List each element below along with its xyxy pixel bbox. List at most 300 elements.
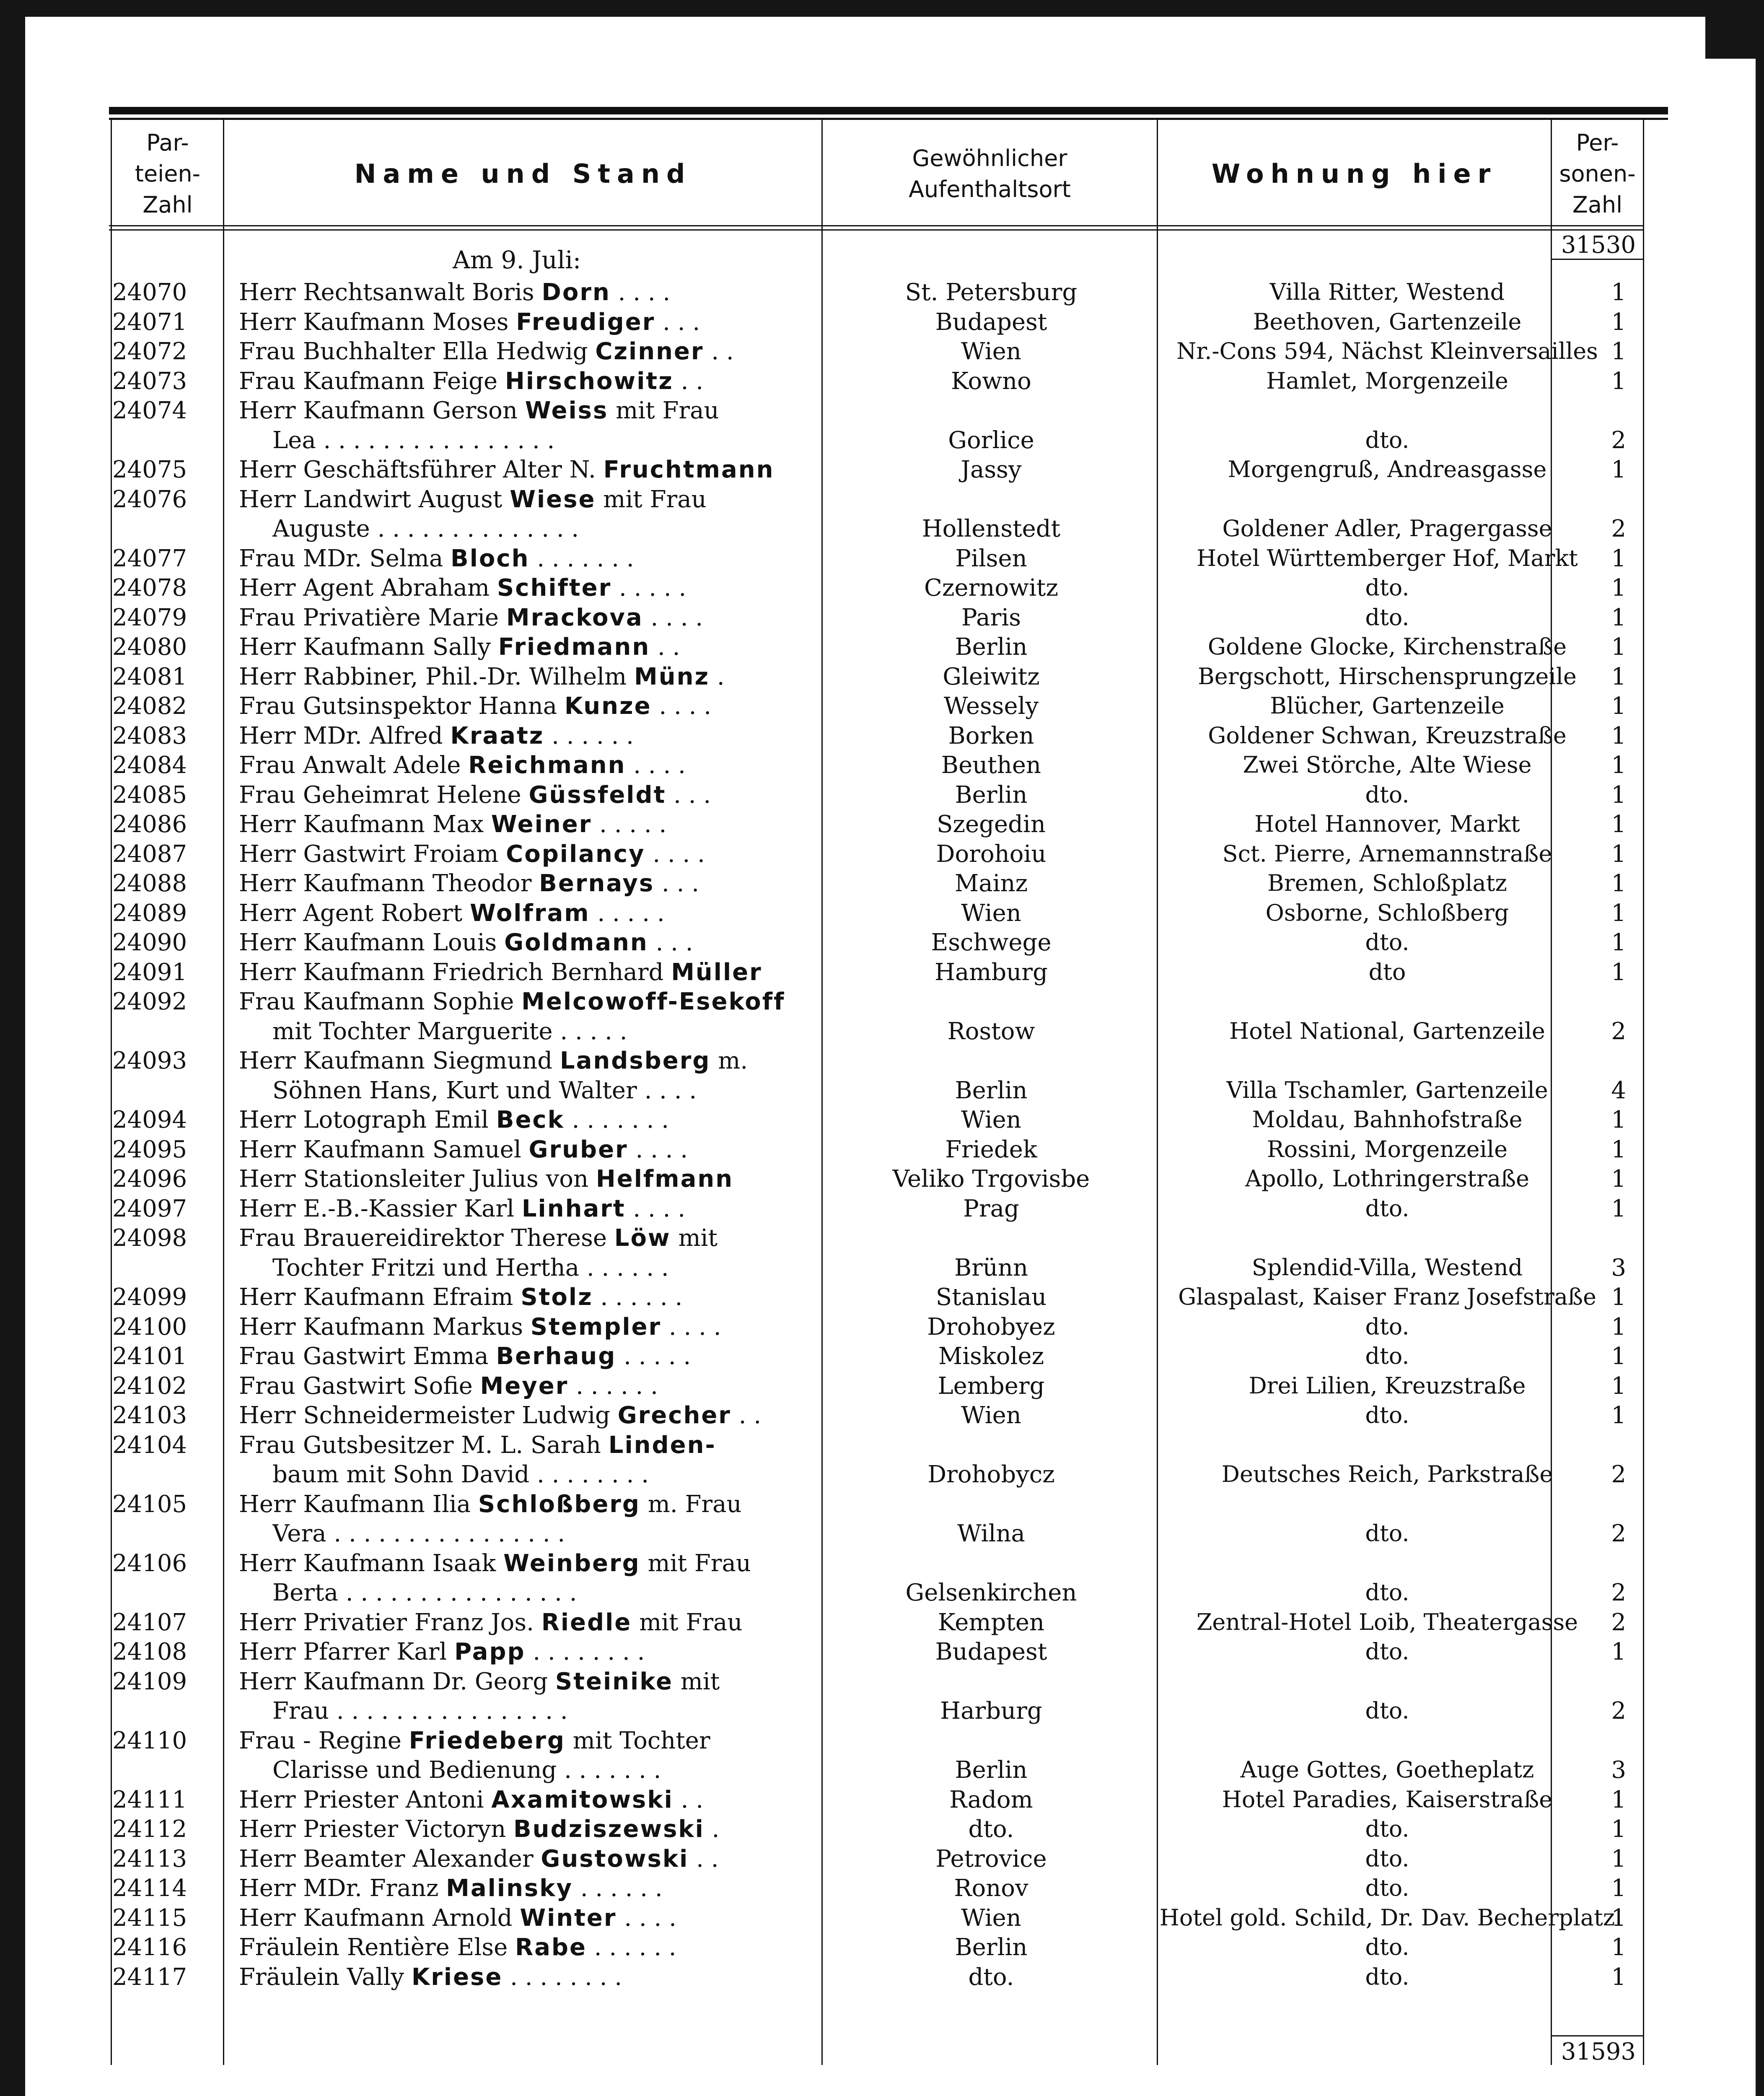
party-number: 24083	[112, 722, 187, 750]
name-prefix: Herr Kaufmann Louis	[239, 929, 505, 956]
name-suffix: mit	[671, 1224, 718, 1252]
name-prefix: Frau Gastwirt Emma	[239, 1343, 496, 1370]
table-row	[109, 368, 1643, 397]
name-and-status	[239, 1727, 914, 1754]
person-count: 2	[1611, 1520, 1626, 1547]
person-count: 1	[1611, 1638, 1626, 1665]
local-address: dto.	[1365, 1343, 1409, 1369]
name-suffix: . . . .	[661, 1313, 721, 1341]
usual-residence: Hollenstedt	[922, 515, 1061, 542]
surname: Schloßberg	[478, 1490, 640, 1518]
table-row	[109, 1224, 1643, 1284]
party-number: 24093	[112, 1047, 187, 1074]
name-and-status	[239, 1372, 914, 1400]
final-total: 31593	[1561, 2038, 1636, 2065]
local-address: Hamlet, Morgenzeile	[1266, 367, 1508, 394]
name-prefix: Fräulein Rentière Else	[239, 1934, 515, 1961]
local-address: dto.	[1365, 1313, 1409, 1340]
name-prefix: Herr Priester Antoni	[239, 1786, 492, 1813]
local-address: Hotel Hannover, Markt	[1254, 811, 1520, 837]
table-row	[109, 1904, 1643, 1934]
surname: Beck	[496, 1106, 565, 1134]
table-row	[109, 1727, 1643, 1786]
party-number: 24101	[112, 1343, 187, 1370]
local-address: Goldener Schwan, Kreuzstraße	[1208, 722, 1567, 749]
party-number: 24106	[112, 1549, 187, 1577]
usual-residence: Lemberg	[938, 1372, 1045, 1400]
name-suffix: . . . . .	[611, 574, 686, 602]
name-and-status	[239, 456, 914, 483]
party-number: 24082	[112, 693, 187, 720]
name-suffix: . . .	[666, 781, 711, 809]
surname: Wiese	[510, 485, 596, 513]
name-prefix: Herr Priester Victoryn	[239, 1816, 513, 1843]
local-address: Glaspalast, Kaiser Franz Josefstraße	[1178, 1284, 1596, 1310]
local-address: Drei Lilien, Kreuzstraße	[1249, 1372, 1526, 1399]
table-row	[109, 1372, 1643, 1402]
usual-residence: Gorlice	[948, 426, 1034, 454]
surname: Fruchtmann	[603, 456, 775, 483]
name-and-status	[239, 1786, 914, 1813]
surname: Löw	[614, 1224, 671, 1252]
name-prefix: Herr Kaufmann Max	[239, 811, 491, 838]
person-count: 1	[1611, 633, 1626, 661]
usual-residence: Miskolez	[938, 1343, 1044, 1370]
person-count: 1	[1611, 1904, 1626, 1932]
surname: Kriese	[411, 1963, 503, 1991]
name-suffix: . .	[704, 338, 734, 365]
name-and-status	[239, 811, 914, 838]
usual-residence: Czernowitz	[924, 574, 1058, 602]
name-suffix: . . . . .	[592, 811, 667, 838]
person-count: 1	[1611, 752, 1626, 779]
name-prefix: Herr Rabbiner, Phil.-Dr. Wilhelm	[239, 663, 635, 690]
name-and-status	[239, 574, 914, 602]
name-suffix: mit Frau	[640, 1549, 751, 1577]
surname: Linden-	[608, 1431, 716, 1459]
surname: Bernays	[539, 870, 655, 897]
surname: Rabe	[515, 1934, 587, 1961]
table-row	[109, 397, 1643, 456]
surname: Melcowoff-Esekoff	[521, 988, 785, 1015]
person-count: 1	[1611, 1165, 1626, 1193]
name-prefix: Frau Kaufmann Sophie	[239, 988, 522, 1015]
party-number: 24112	[112, 1816, 187, 1843]
party-number: 24079	[112, 604, 187, 631]
person-count: 2	[1611, 1608, 1626, 1636]
surname: Czinner	[595, 338, 704, 365]
name-continuation: mit Tochter Marguerite . . . . .	[272, 1017, 627, 1045]
table-row	[109, 1136, 1643, 1166]
usual-residence: Gelsenkirchen	[905, 1579, 1077, 1606]
usual-residence: Berlin	[955, 1934, 1028, 1961]
name-prefix: Frau Buchhalter Ella Hedwig	[239, 338, 596, 365]
person-count: 1	[1611, 279, 1626, 306]
name-prefix: Herr Kaufmann Sally	[239, 633, 498, 661]
local-address: Deutsches Reich, Parkstraße	[1221, 1461, 1553, 1487]
table-row	[109, 456, 1643, 486]
party-number: 24117	[112, 1963, 187, 1991]
party-number: 24084	[112, 752, 187, 779]
person-count: 1	[1611, 870, 1626, 897]
usual-residence: Wien	[961, 1402, 1021, 1429]
person-count: 1	[1611, 1106, 1626, 1134]
party-number: 24100	[112, 1313, 187, 1341]
name-and-status	[239, 1402, 914, 1429]
usual-residence: Veliko Trgovisbe	[892, 1165, 1090, 1193]
local-address: dto.	[1365, 1195, 1409, 1222]
usual-residence: Wien	[961, 338, 1021, 365]
name-suffix: . . . . . .	[544, 722, 634, 750]
name-and-status	[239, 693, 914, 720]
name-prefix: Frau Geheimrat Helene	[239, 781, 529, 809]
name-and-status	[239, 1609, 914, 1636]
surname: Münz	[634, 663, 710, 690]
name-prefix: Frau Gutsbesitzer M. L. Sarah	[239, 1431, 609, 1459]
table-row	[109, 663, 1643, 693]
person-count: 1	[1611, 338, 1626, 365]
surname: Riedle	[541, 1608, 632, 1636]
party-number: 24096	[112, 1165, 187, 1193]
name-suffix: . . . . . . . .	[525, 1638, 645, 1665]
name-prefix: Herr Rechtsanwalt Boris	[239, 279, 542, 306]
person-count: 1	[1611, 722, 1626, 750]
local-address: dto.	[1365, 1816, 1409, 1842]
usual-residence: Wien	[961, 899, 1021, 927]
person-count: 3	[1611, 1756, 1626, 1784]
party-number: 24092	[112, 988, 187, 1015]
name-prefix: Herr Kaufmann Isaak	[239, 1549, 504, 1577]
name-prefix: Frau Anwalt Adele	[239, 752, 469, 779]
name-and-status	[239, 1284, 914, 1311]
party-number: 24085	[112, 781, 187, 809]
usual-residence: Wien	[961, 1904, 1021, 1932]
table-row	[109, 870, 1643, 900]
name-prefix: Herr Agent Abraham	[239, 574, 497, 602]
person-count: 2	[1611, 1697, 1626, 1725]
name-suffix: . . . . . .	[573, 1875, 663, 1902]
party-number: 24088	[112, 870, 187, 897]
name-suffix: mit Frau	[608, 397, 719, 424]
usual-residence: Prag	[963, 1195, 1019, 1222]
name-and-status	[239, 1550, 914, 1577]
table-row	[109, 811, 1643, 840]
usual-residence: Kowno	[951, 367, 1031, 395]
surname: Copilancy	[506, 840, 645, 868]
name-suffix: mit	[673, 1668, 720, 1695]
local-address: Zwei Störche, Alte Wiese	[1243, 752, 1532, 778]
person-count: 2	[1611, 1579, 1626, 1606]
surname: Müller	[671, 958, 762, 986]
surname: Weinberg	[503, 1549, 640, 1577]
party-number: 24090	[112, 929, 187, 956]
carry-over-total: 31530	[1561, 231, 1636, 259]
table-row	[109, 1284, 1643, 1313]
surname: Dorn	[541, 279, 611, 306]
table-row	[109, 1550, 1643, 1609]
usual-residence: Paris	[961, 604, 1021, 631]
name-prefix: Herr Stationsleiter Julius von	[239, 1165, 596, 1193]
name-continuation: Söhnen Hans, Kurt und Walter . . . .	[272, 1077, 697, 1104]
name-and-status	[239, 397, 914, 424]
name-suffix: mit Tochter	[565, 1727, 710, 1754]
name-prefix: Herr Kaufmann Moses	[239, 308, 516, 336]
name-and-status	[239, 1432, 914, 1459]
name-and-status	[239, 368, 914, 395]
name-prefix: Herr Schneidermeister Ludwig	[239, 1402, 618, 1429]
name-prefix: Herr Kaufmann Samuel	[239, 1136, 529, 1163]
party-number: 24076	[112, 485, 187, 513]
person-count: 1	[1611, 693, 1626, 720]
name-prefix: Herr Lotograph Emil	[239, 1106, 496, 1134]
usual-residence: dto.	[968, 1963, 1014, 1991]
name-prefix: Herr Kaufmann Dr. Georg	[239, 1668, 555, 1695]
surname: Berhaug	[496, 1343, 616, 1370]
name-prefix: Frau Gastwirt Sofie	[239, 1372, 480, 1400]
usual-residence: Brünn	[954, 1254, 1028, 1281]
name-suffix: . . . . .	[616, 1343, 691, 1370]
party-number: 24107	[112, 1608, 187, 1636]
person-count: 1	[1611, 1963, 1626, 1991]
party-number: 24072	[112, 338, 187, 365]
local-address: dto.	[1365, 1520, 1409, 1546]
table-row	[109, 693, 1643, 722]
usual-residence: Berlin	[955, 1077, 1028, 1104]
name-and-status	[239, 604, 914, 631]
name-and-status	[239, 1668, 914, 1695]
person-count: 1	[1611, 1845, 1626, 1873]
party-number: 24108	[112, 1638, 187, 1665]
local-address: Bremen, Schloßplatz	[1267, 870, 1507, 896]
name-continuation: Tochter Fritzi und Hertha . . . . . .	[272, 1254, 669, 1281]
name-suffix: . . . . . . . .	[503, 1963, 622, 1991]
person-count: 1	[1611, 1313, 1626, 1341]
table-row	[109, 900, 1643, 929]
party-number: 24087	[112, 840, 187, 868]
register-table	[109, 107, 1668, 2096]
name-suffix: . .	[689, 1845, 719, 1873]
total-rule	[1552, 2035, 1643, 2036]
local-address: Rossini, Morgenzeile	[1267, 1136, 1508, 1162]
name-and-status	[239, 309, 914, 336]
surname: Kunze	[564, 693, 652, 720]
name-suffix: . . . . . . .	[529, 545, 634, 572]
usual-residence: Jassy	[961, 456, 1022, 483]
usual-residence: Rostow	[947, 1017, 1035, 1045]
local-address: Villa Ritter, Westend	[1269, 279, 1505, 305]
table-row	[109, 1343, 1643, 1372]
person-count: 1	[1611, 1136, 1626, 1163]
name-prefix: Herr Agent Robert	[239, 899, 470, 927]
top-rule	[109, 107, 1668, 114]
usual-residence: Beuthen	[941, 752, 1041, 779]
person-count: 4	[1611, 1077, 1626, 1104]
local-address: Villa Tschamler, Gartenzeile	[1226, 1077, 1548, 1103]
table-row	[109, 959, 1643, 988]
table-row	[109, 1875, 1643, 1904]
person-count: 1	[1611, 1343, 1626, 1370]
party-number: 24102	[112, 1372, 187, 1400]
local-address: dto.	[1365, 1963, 1409, 1990]
name-and-status	[239, 1313, 914, 1341]
name-suffix: . . .	[648, 929, 693, 956]
name-and-status	[239, 1638, 914, 1665]
header-rule	[109, 229, 1643, 231]
table-row	[109, 486, 1643, 545]
party-number: 24099	[112, 1284, 187, 1311]
name-suffix: . .	[650, 633, 680, 661]
local-address: dto.	[1365, 1697, 1409, 1724]
header-name-und-stand: Name und Stand	[354, 158, 692, 189]
usual-residence: Petrovice	[935, 1845, 1047, 1873]
name-suffix: . . .	[655, 308, 700, 336]
person-count: 2	[1611, 1461, 1626, 1488]
person-count: 2	[1611, 1017, 1626, 1045]
local-address: Apollo, Lothringerstraße	[1245, 1165, 1529, 1192]
paper-sheet-edge	[1705, 59, 1756, 2096]
local-address: Auge Gottes, Goetheplatz	[1240, 1756, 1534, 1783]
name-prefix: Herr MDr. Alfred	[239, 722, 451, 750]
table-row	[109, 752, 1643, 781]
local-address: Sct. Pierre, Arnemannstraße	[1222, 840, 1552, 867]
surname: Stolz	[521, 1284, 593, 1311]
party-number: 24089	[112, 899, 187, 927]
name-suffix: mit Frau	[596, 485, 707, 513]
local-address: Morgengruß, Andreasgasse	[1228, 456, 1547, 482]
name-suffix: . . . .	[610, 279, 671, 306]
person-count: 1	[1611, 663, 1626, 690]
person-count: 1	[1611, 1372, 1626, 1400]
usual-residence: Mainz	[954, 870, 1028, 897]
name-and-status	[239, 1047, 914, 1074]
party-number: 24073	[112, 367, 187, 395]
name-prefix: Herr E.-B.-Kassier Karl	[239, 1195, 522, 1222]
person-count: 1	[1611, 308, 1626, 336]
name-prefix: Herr Privatier Franz Jos.	[239, 1608, 541, 1636]
usual-residence: Berlin	[955, 781, 1028, 809]
party-number: 24098	[112, 1224, 187, 1252]
surname: Helfmann	[596, 1165, 734, 1193]
table-row	[109, 1106, 1643, 1136]
person-count: 2	[1611, 426, 1626, 454]
name-prefix: Herr Kaufmann Gerson	[239, 397, 525, 424]
name-prefix: Frau Kaufmann Feige	[239, 367, 505, 395]
party-number: 24104	[112, 1431, 187, 1459]
column-line	[1643, 120, 1644, 2065]
person-count: 1	[1611, 1934, 1626, 1961]
person-count: 1	[1611, 456, 1626, 483]
party-number: 24113	[112, 1845, 187, 1873]
party-number: 24074	[112, 397, 187, 424]
party-number: 24111	[112, 1786, 187, 1813]
header-wohnung-hier: Wohnung hier	[1211, 158, 1497, 189]
surname: Weiss	[525, 397, 609, 424]
name-suffix: . . . .	[625, 1195, 686, 1222]
surname: Landsberg	[560, 1047, 711, 1074]
local-address: Splendid-Villa, Westend	[1251, 1254, 1523, 1281]
usual-residence: Ronov	[954, 1875, 1028, 1902]
person-count: 1	[1611, 811, 1626, 838]
surname: Kraatz	[450, 722, 544, 750]
party-number: 24097	[112, 1195, 187, 1222]
surname: Papp	[454, 1638, 526, 1665]
person-count: 1	[1611, 899, 1626, 927]
name-and-status	[239, 1875, 914, 1902]
party-number: 24078	[112, 574, 187, 602]
name-suffix: .	[710, 663, 725, 690]
usual-residence: St. Petersburg	[905, 279, 1078, 306]
usual-residence: Friedek	[945, 1136, 1037, 1163]
local-address: dto	[1368, 958, 1406, 985]
usual-residence: Wilna	[957, 1520, 1025, 1547]
name-continuation: Vera . . . . . . . . . . . . . . . .	[272, 1520, 565, 1547]
party-number: 24071	[112, 308, 187, 336]
surname: Schifter	[497, 574, 612, 602]
name-and-status	[239, 1224, 914, 1252]
name-continuation: Frau . . . . . . . . . . . . . . . .	[272, 1697, 568, 1725]
local-address: dto.	[1365, 929, 1409, 955]
table-row	[109, 604, 1643, 634]
name-suffix: .	[704, 1816, 720, 1843]
surname: Axamitowski	[491, 1786, 673, 1813]
name-and-status	[239, 1845, 914, 1873]
name-suffix: . . . . . .	[587, 1934, 676, 1961]
surname: Winter	[520, 1904, 617, 1932]
name-and-status	[239, 1106, 914, 1134]
person-count: 1	[1611, 840, 1626, 868]
name-and-status	[239, 338, 914, 365]
usual-residence: Budapest	[935, 1638, 1047, 1665]
person-count: 1	[1611, 367, 1626, 395]
name-and-status	[239, 929, 914, 956]
name-and-status	[239, 1964, 914, 1991]
name-continuation: Auguste . . . . . . . . . . . . . .	[272, 515, 579, 542]
name-continuation: Berta . . . . . . . . . . . . . . . .	[272, 1579, 577, 1606]
name-continuation: Lea . . . . . . . . . . . . . . . .	[272, 426, 555, 454]
name-prefix: Frau - Regine	[239, 1727, 409, 1754]
party-number: 24115	[112, 1904, 187, 1932]
name-and-status	[239, 959, 914, 986]
name-suffix: . . . . .	[590, 899, 665, 927]
table-row	[109, 574, 1643, 604]
local-address: Hotel Paradies, Kaiserstraße	[1222, 1786, 1553, 1813]
local-address: Blücher, Gartenzeile	[1270, 693, 1505, 719]
surname: Steinike	[555, 1668, 673, 1695]
name-prefix: Herr Geschäftsführer Alter N.	[239, 456, 604, 483]
person-count: 1	[1611, 1284, 1626, 1311]
person-count: 1	[1611, 781, 1626, 809]
local-address: dto.	[1365, 1638, 1409, 1665]
surname: Friedmann	[498, 633, 650, 661]
header-personen-zahl: Per- sonen- Zahl	[1559, 130, 1636, 218]
name-prefix: Herr Landwirt August	[239, 485, 510, 513]
header-rule	[109, 225, 1643, 226]
name-and-status	[239, 663, 914, 690]
party-number: 24075	[112, 456, 187, 483]
surname: Stempler	[530, 1313, 662, 1341]
local-address: dto.	[1365, 1875, 1409, 1901]
person-count: 1	[1611, 1816, 1626, 1843]
surname: Wolfram	[470, 899, 590, 927]
table-row	[109, 1964, 1643, 1993]
table-row	[109, 545, 1643, 575]
person-count: 2	[1611, 515, 1626, 542]
name-and-status	[239, 1136, 914, 1163]
surname: Mrackova	[506, 604, 643, 631]
name-suffix: . . . . . . .	[564, 1106, 669, 1134]
name-prefix: Frau MDr. Selma	[239, 545, 451, 572]
surname: Reichmann	[468, 752, 626, 779]
